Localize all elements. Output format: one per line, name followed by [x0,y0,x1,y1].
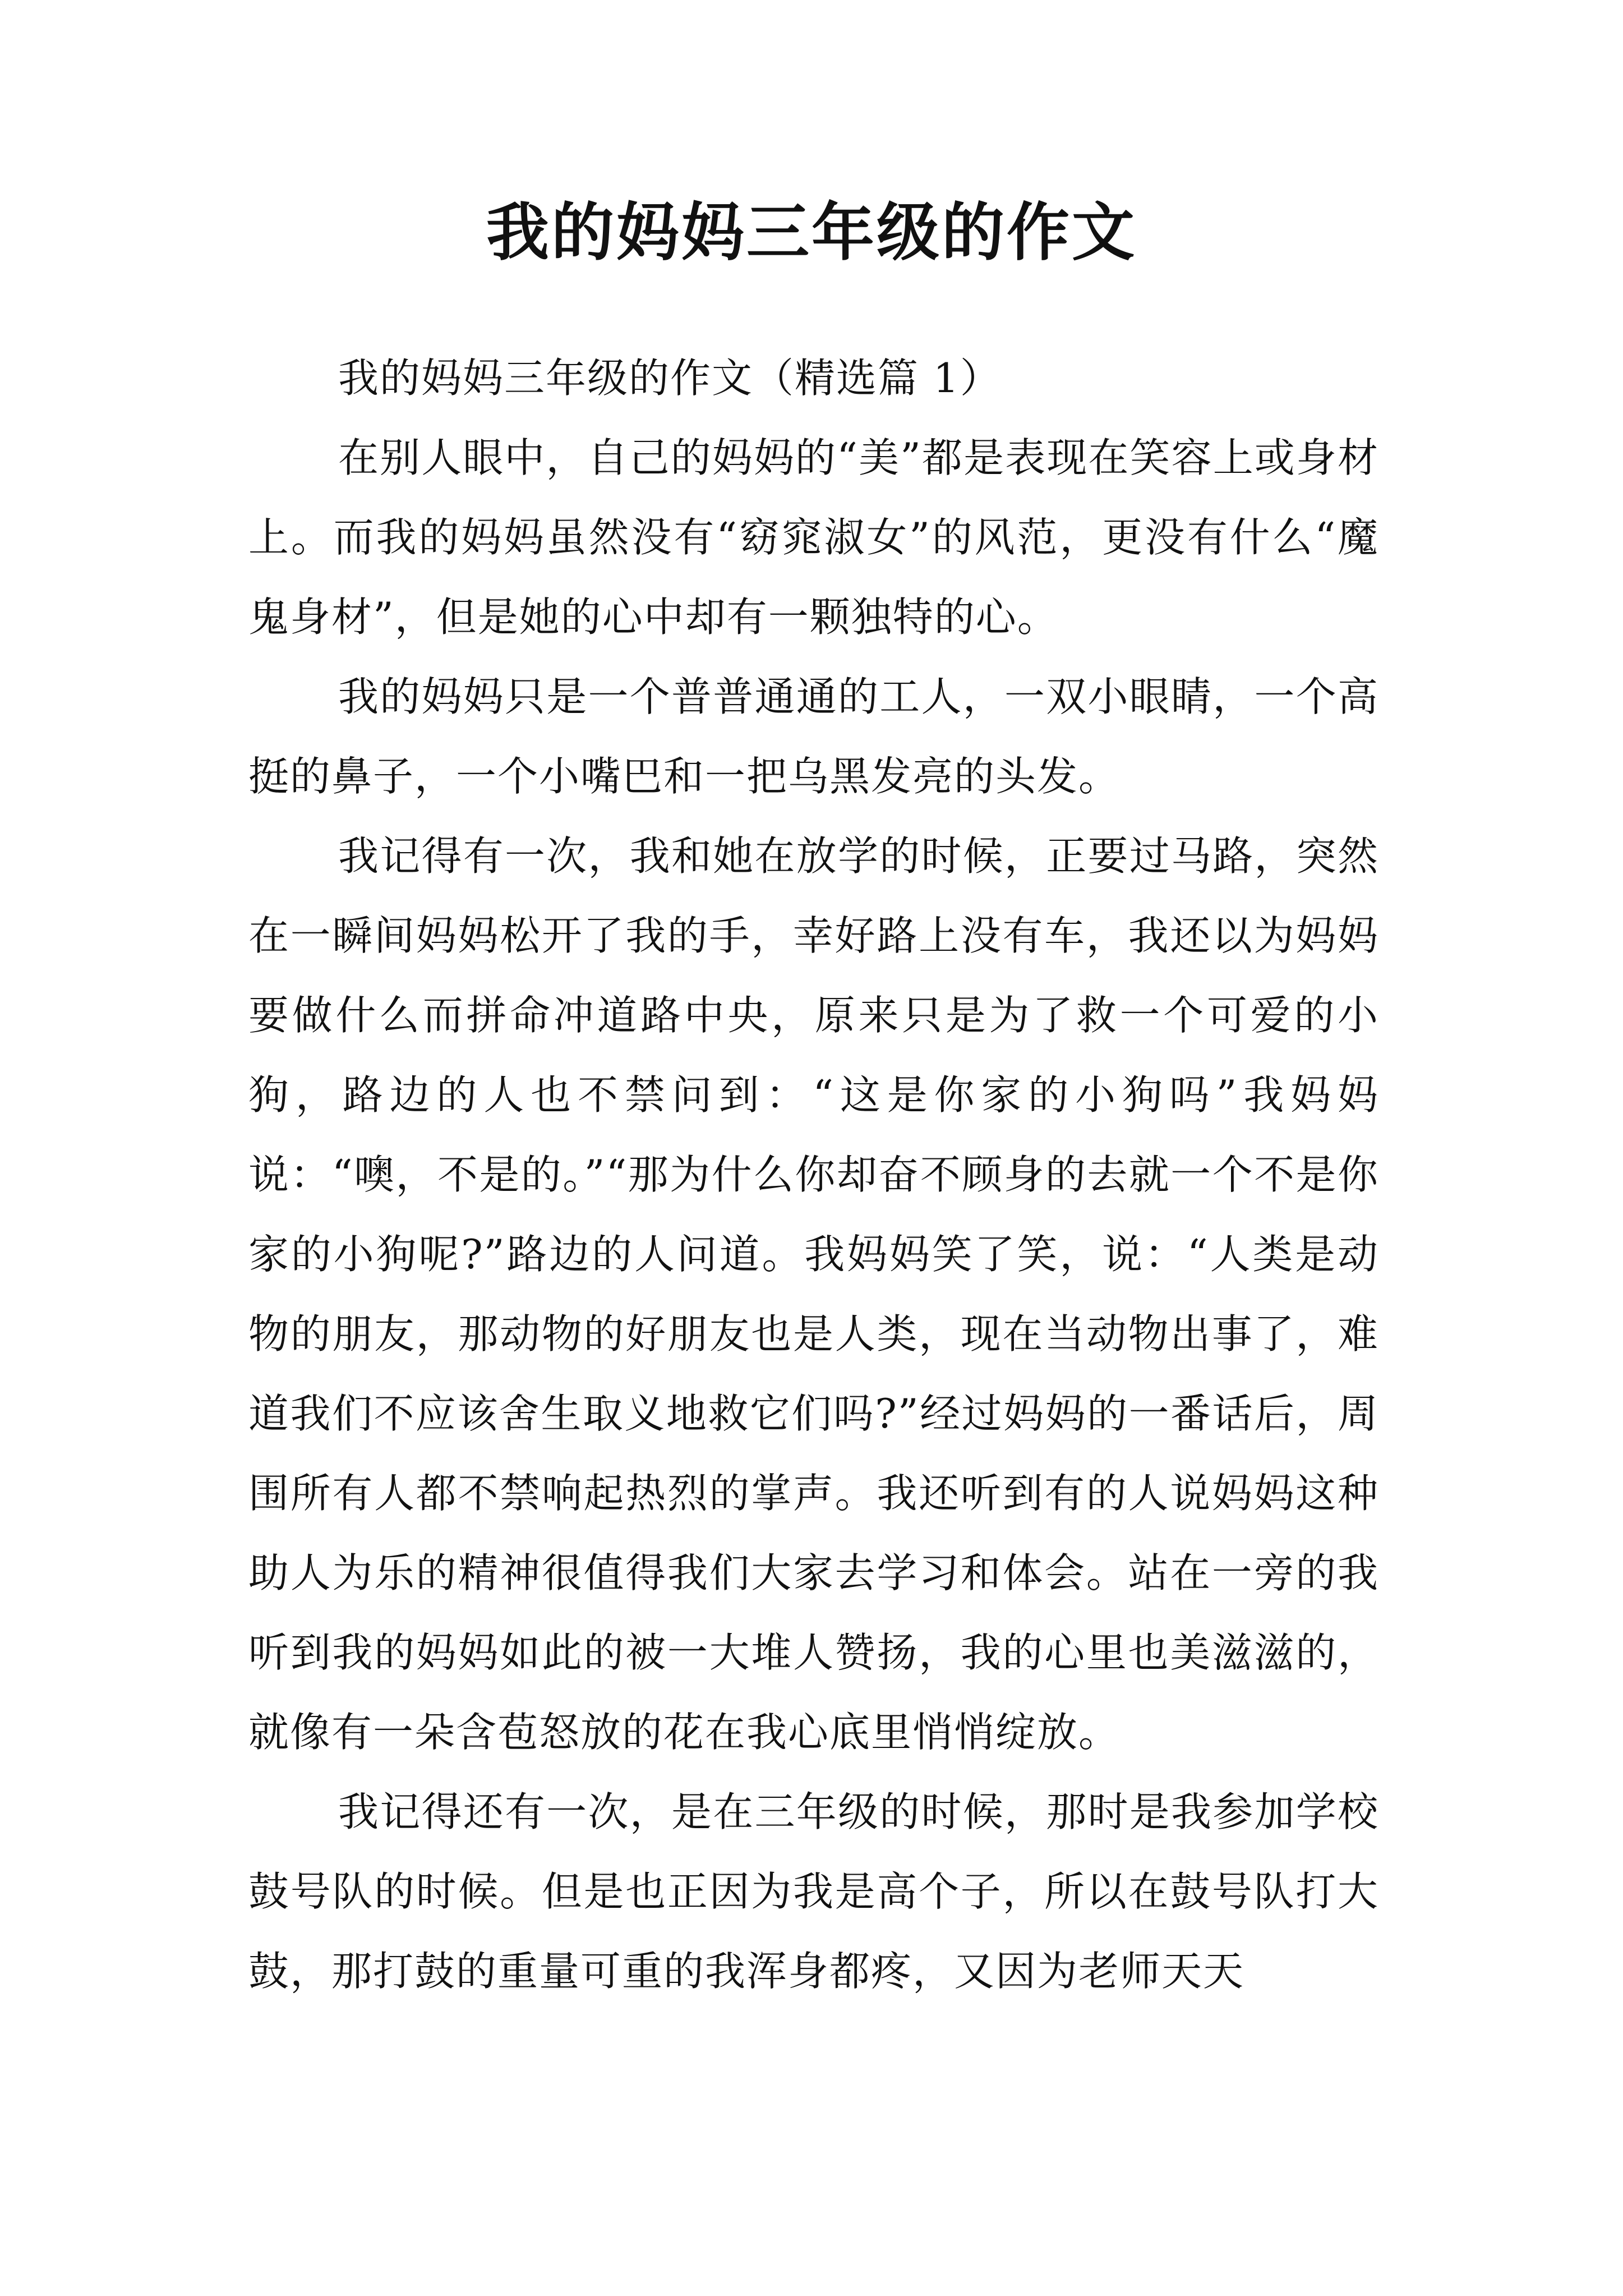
paragraph-1: 在别人眼中，自己的妈妈的“美”都是表现在笑容上或身材上。而我的妈妈虽然没有“窈窕淑女”的风范，更没有什么“魔鬼身材”，但是她的心中却有一颗独特的心。 [248,434,1379,641]
paragraph-3: 我记得有一次，我和她在放学的时候，正要过马路，突然在一瞬间妈妈松开了我的手，幸好路上没有车，我还以为妈妈要做什么而拼命冲道路中央，原来只是为了救一个可爱的小狗，路边的人也不禁问到：“这是你家的小狗吗”我妈妈说：“噢，不是的。”“那为什么你却奋不顾身的去就一个不是你家的小狗呢?”路边的人问道。我妈妈笑了笑，说：“人类是动物的朋友，那动物的好朋友也是人类，现在当动物出事了，难道我们不应该舍生取义地救它们吗?”经过妈妈的一番话后，周围所有人都不禁响起热烈的掌声。我还听到有的人说妈妈这种助人为乐的精神很值得我们大家去学习和体会。站在一旁的我听到我的妈妈如此的被一大堆人赞扬，我的心里也美滋滋的，就像有一朵含苞怒放的花在我心底里悄悄绽放。 [248,832,1379,1756]
paragraph-4: 我记得还有一次，是在三年级的时候，那时是我参加学校鼓号队的时候。但是也正因为我是高个子，所以在鼓号队打大鼓，那打鼓的重量可重的我浑身都疼，又因为老师天天 [248,1788,1379,1995]
paragraph-2: 我的妈妈只是一个普普通通的工人，一双小眼睛，一个高挺的鼻子，一个小嘴巴和一把乌黑发亮的头发。 [248,673,1379,800]
section-heading: 我的妈妈三年级的作文（精选篇 1） [338,355,1002,402]
document-body [248,338,1379,2011]
document-title: 我的妈妈三年级的作文 [486,196,1137,269]
